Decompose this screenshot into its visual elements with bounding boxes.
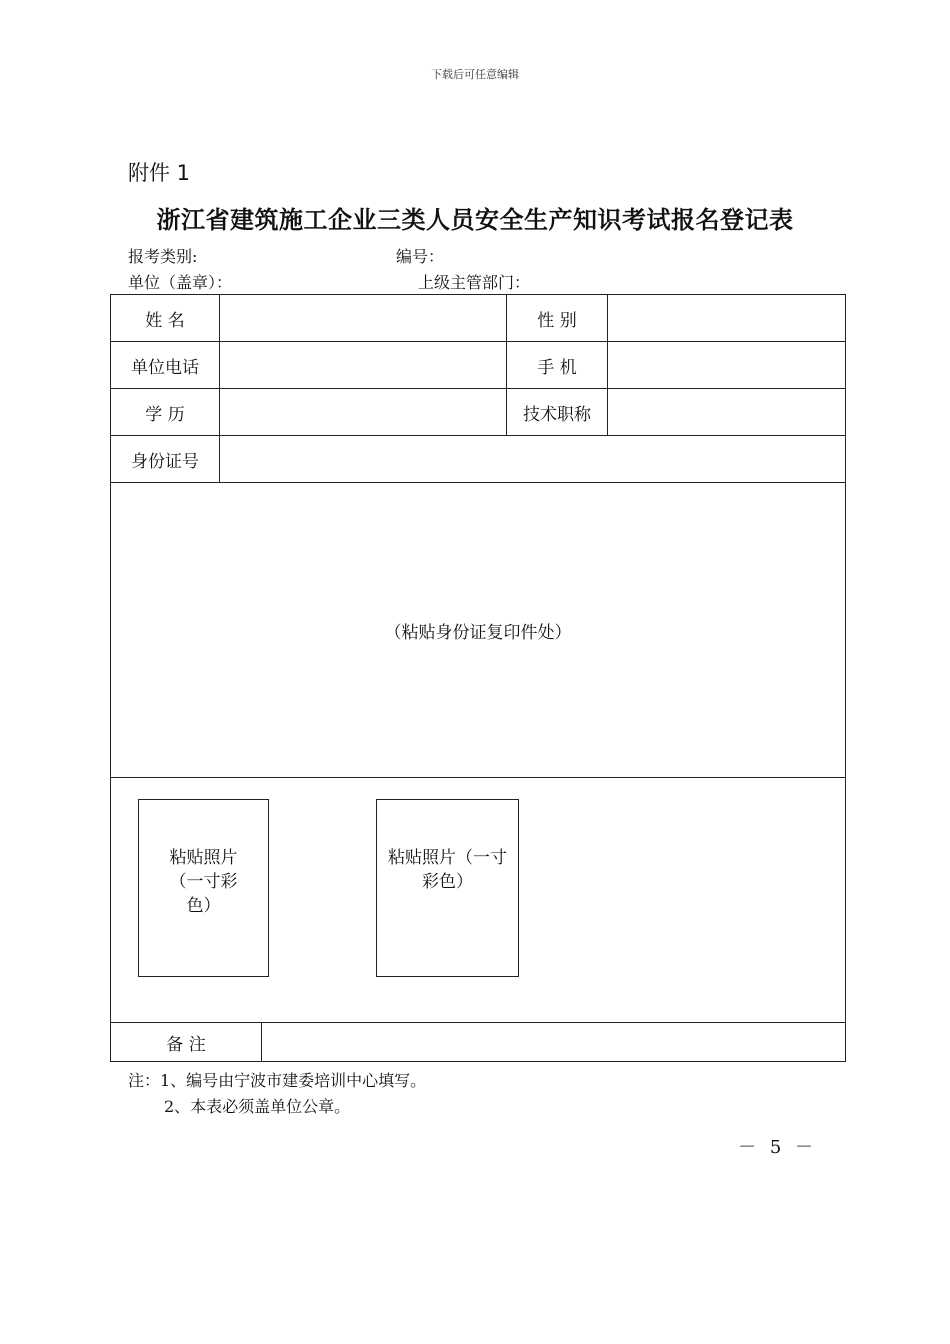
unit-phone-label: 单位电话 bbox=[111, 342, 220, 389]
registration-form bbox=[110, 294, 846, 1062]
table-row bbox=[111, 295, 846, 342]
table-row bbox=[111, 778, 846, 1023]
supervisor-label: 上级主管部门： bbox=[418, 273, 531, 292]
exam-category-label: 报考类别: bbox=[128, 247, 198, 266]
table-row bbox=[111, 436, 846, 483]
attachment-label: 附件 1 bbox=[128, 161, 191, 185]
unit-phone-field[interactable] bbox=[220, 342, 507, 389]
name-label: 姓 名 bbox=[111, 295, 220, 342]
page-title: 浙江省建筑施工企业三类人员安全生产知识考试报名登记表 bbox=[156, 205, 794, 234]
photo-box-2 bbox=[376, 799, 519, 977]
page-number: － 5 － bbox=[738, 1137, 817, 1158]
education-label: 学 历 bbox=[111, 389, 220, 436]
mobile-field[interactable] bbox=[608, 342, 846, 389]
photo-box-2-text: 粘贴照片（一寸彩色） bbox=[388, 848, 507, 892]
photo-area bbox=[111, 778, 846, 1023]
id-copy-area bbox=[111, 483, 846, 778]
header-note: 下载后可任意编辑 bbox=[431, 68, 519, 81]
technical-title-field[interactable] bbox=[608, 389, 846, 436]
table-row bbox=[111, 1023, 846, 1062]
mobile-label: 手 机 bbox=[507, 342, 608, 389]
id-copy-placeholder: （粘贴身份证复印件处） bbox=[384, 622, 572, 643]
gender-field[interactable] bbox=[608, 295, 846, 342]
table-row bbox=[111, 342, 846, 389]
education-field[interactable] bbox=[220, 389, 507, 436]
photo-box-1 bbox=[138, 799, 269, 977]
note-2: 2、本表必须盖单位公章。 bbox=[164, 1097, 351, 1116]
remark-field[interactable] bbox=[262, 1023, 846, 1062]
unit-seal-label: 单位（盖章）： bbox=[128, 273, 233, 292]
id-number-field[interactable] bbox=[220, 436, 846, 483]
technical-title-label: 技术职称 bbox=[507, 389, 608, 436]
remark-label: 备 注 bbox=[111, 1023, 262, 1062]
gender-label: 性 别 bbox=[507, 295, 608, 342]
photo-box-1-text: 粘贴照片（一寸彩色） bbox=[169, 848, 238, 916]
table-row bbox=[111, 389, 846, 436]
note-1: 注：1、编号由宁波市建委培训中心填写。 bbox=[128, 1071, 427, 1090]
id-number-label: 身份证号 bbox=[111, 436, 220, 483]
table-row bbox=[111, 483, 846, 778]
name-field[interactable] bbox=[220, 295, 507, 342]
serial-no-label: 编号： bbox=[396, 247, 445, 266]
